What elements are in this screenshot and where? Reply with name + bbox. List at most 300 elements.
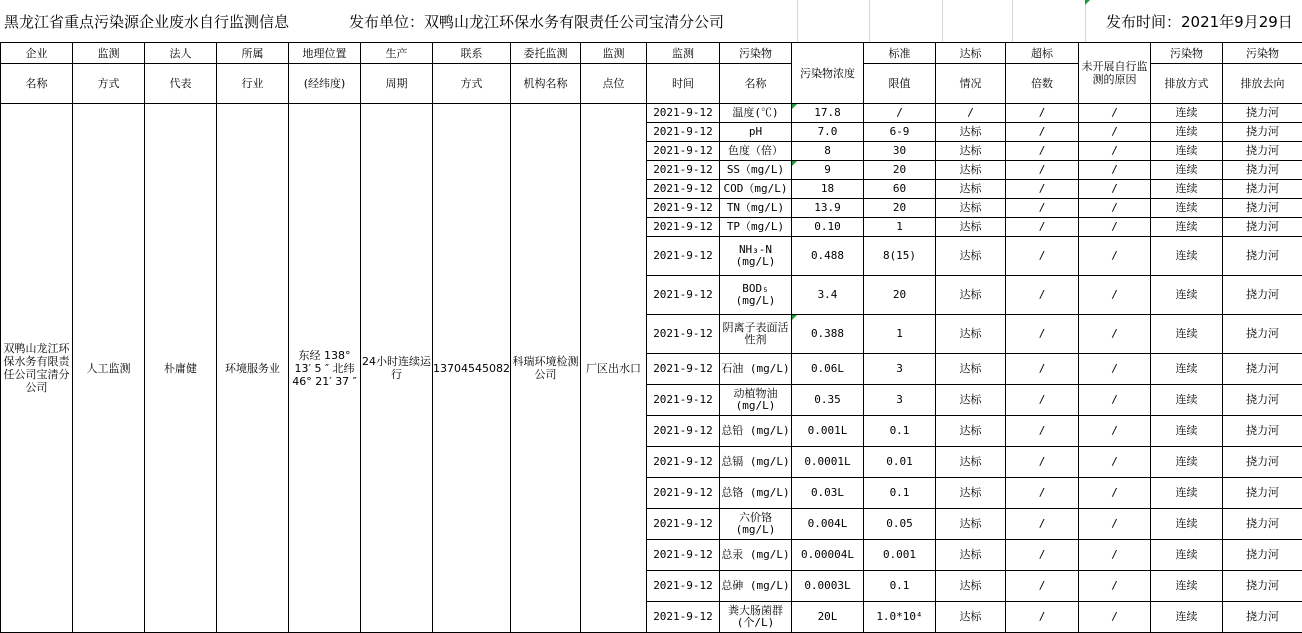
cell-text: 8(15) [882,249,917,262]
column-header-bottom: 方式 [73,64,145,104]
cell-text: 达标 [959,125,982,138]
cell-text: 达标 [959,424,982,437]
industry-cell: 环境服务业 [217,104,289,633]
cell-text: / [1111,486,1118,499]
cell-text: 达标 [959,288,982,301]
monitor-date-cell [647,385,720,416]
monitor-date-cell [647,447,720,478]
cell-text: / [1038,362,1046,375]
pollutant-name-cell [720,237,792,276]
compliance-cell [936,509,1006,540]
compliance-cell [936,478,1006,509]
cell-text: / [1111,424,1118,437]
exceed-multiple-cell [1006,540,1079,571]
cell-text: / [1111,393,1118,406]
cell-text: / [1111,517,1118,530]
monitor-date-cell [647,416,720,447]
column-header-top: 标准 [864,43,936,64]
column-header-top: 监测 [581,43,647,64]
standard-limit-cell [864,123,936,142]
discharge-mode-cell [1151,315,1223,354]
cell-text: 达标 [959,182,982,195]
concentration-cell [792,540,864,571]
discharge-mode-cell [1151,142,1223,161]
compliance-cell [936,142,1006,161]
exceed-multiple-cell [1006,199,1079,218]
legal-rep-cell: 朴庸健 [145,104,217,633]
cell-text: / [1038,610,1046,623]
cell-text: TP（mg/L) [726,220,785,233]
column-header-top: 污染物 [720,43,792,64]
company-name-cell: 双鸭山龙江环保水务有限责任公司宝清分公司 [1,104,73,633]
cell-text: 达标 [959,579,982,592]
standard-limit-cell [864,571,936,602]
cell-gridline [1012,0,1013,42]
cell-text: 2021-9-12 [653,517,713,530]
cell-text: / [1038,288,1046,301]
concentration-cell [792,180,864,199]
pollutant-name-cell [720,315,792,354]
compliance-cell [936,104,1006,123]
cell-text: 3 [896,362,903,375]
compliance-cell [936,276,1006,315]
compliance-cell [936,180,1006,199]
column-header-top: 超标 [1006,43,1079,64]
cell-text: 2021-9-12 [653,610,713,623]
column-header-top: 污染物 [1151,43,1223,64]
compliance-cell [936,447,1006,478]
cell-text: 1.0*10⁴ [876,610,923,623]
cell-text: 6-9 [889,125,910,138]
cell-text: 2021-9-12 [653,455,713,468]
reason-cell [1079,602,1151,633]
discharge-dest-cell [1223,142,1302,161]
reason-cell [1079,447,1151,478]
cell-text: 2021-9-12 [653,486,713,499]
cell-text: 0.1 [889,424,910,437]
concentration-cell [792,354,864,385]
standard-limit-cell [864,354,936,385]
column-header-top: 监测 [73,43,145,64]
cell-text: 达标 [959,201,982,214]
discharge-mode-cell [1151,447,1223,478]
discharge-dest-cell [1223,447,1302,478]
column-header-bottom: 倍数 [1006,64,1079,104]
concentration-cell [792,416,864,447]
concentration-cell [792,385,864,416]
discharge-mode-cell [1151,161,1223,180]
cell-text: 2021-9-12 [653,249,713,262]
discharge-dest-cell [1223,416,1302,447]
monitoring-table [0,42,1302,633]
cell-text: 总砷 (mg/L) [721,579,790,592]
column-header-top: 联系 [433,43,511,64]
cell-text: / [1111,579,1118,592]
discharge-dest-cell [1223,180,1302,199]
cell-text: 挠力河 [1246,455,1279,468]
cell-text: / [1038,486,1046,499]
monitor-date-cell [647,161,720,180]
cell-text: SS（mg/L) [726,163,785,176]
cell-text: 9 [824,163,831,176]
cell-text: 总铅 (mg/L) [721,424,790,437]
cell-text: 0.03L [810,486,845,499]
exceed-multiple-cell [1006,602,1079,633]
cell-text: 1 [896,327,903,340]
standard-limit-cell [864,385,936,416]
discharge-mode-cell [1151,509,1223,540]
discharge-dest-cell [1223,218,1302,237]
cell-text: / [1111,548,1118,561]
cell-text: 连续 [1175,125,1198,138]
exceed-multiple-cell [1006,385,1079,416]
pollutant-name-cell [720,199,792,218]
pollutant-name-cell [720,540,792,571]
column-header-top: 委托监测 [511,43,581,64]
cell-text: 挠力河 [1246,393,1279,406]
cell-text: / [1038,548,1046,561]
concentration-cell [792,276,864,315]
cell-gridline [797,0,798,42]
cell-text: / [1111,249,1118,262]
header-row-top [1,43,1302,64]
pollutant-name-cell [720,509,792,540]
concentration-cell [792,315,864,354]
column-header-bottom: 行业 [217,64,289,104]
cell-text: 0.388 [810,327,845,340]
exceed-multiple-cell [1006,218,1079,237]
monitoring-point-cell: 厂区出水口 [581,104,647,633]
column-header-top: 法人 [145,43,217,64]
cell-text: 连续 [1175,362,1198,375]
comment-marker-icon [792,104,797,109]
cell-gridline [942,0,943,42]
column-header-bottom: 排放方式 [1151,64,1223,104]
pollutant-name-cell [720,161,792,180]
cell-text: 2021-9-12 [653,548,713,561]
discharge-mode-cell [1151,602,1223,633]
exceed-multiple-cell [1006,447,1079,478]
pollutant-name-cell [720,123,792,142]
column-header-top: 地理位置 [289,43,361,64]
concentration-cell [792,478,864,509]
cell-text: 挠力河 [1246,579,1279,592]
cell-text: 连续 [1175,163,1198,176]
publish-time-label: 发布时间：2021年9月29日 [1106,13,1293,31]
monitor-date-cell [647,276,720,315]
reason-cell [1079,237,1151,276]
column-header: 污染物浓度 [792,43,864,104]
cell-text: 0.01 [886,455,913,468]
cell-text: 2021-9-12 [653,201,713,214]
reason-cell [1079,161,1151,180]
cell-text: TN（mg/L) [726,201,785,214]
cell-text: 石油 (mg/L) [721,362,790,375]
monitor-date-cell [647,218,720,237]
monitor-date-cell [647,104,720,123]
reason-cell [1079,354,1151,385]
table-row [1,104,1302,123]
cell-text: / [1038,579,1046,592]
cell-text: / [896,106,903,119]
discharge-dest-cell [1223,237,1302,276]
cell-gridline [1085,0,1086,42]
standard-limit-cell [864,104,936,123]
discharge-dest-cell [1223,276,1302,315]
cell-text: / [1111,163,1118,176]
discharge-mode-cell [1151,199,1223,218]
cell-text: NH₃-N (mg/L) [735,243,776,268]
cell-text: / [1111,455,1118,468]
monitor-date-cell [647,142,720,161]
column-header-bottom: 机构名称 [511,64,581,104]
concentration-cell [792,237,864,276]
compliance-cell [936,540,1006,571]
cell-text: / [1111,220,1118,233]
column-header-top: 污染物 [1223,43,1302,64]
discharge-mode-cell [1151,354,1223,385]
exceed-multiple-cell [1006,509,1079,540]
cell-text: / [1111,125,1118,138]
compliance-cell [936,416,1006,447]
cell-text: 连续 [1175,579,1198,592]
exceed-multiple-cell [1006,478,1079,509]
monitor-date-cell [647,509,720,540]
cell-text: 挠力河 [1246,424,1279,437]
cell-text: 0.06L [810,362,845,375]
discharge-dest-cell [1223,199,1302,218]
pollutant-name-cell [720,385,792,416]
monitor-date-cell [647,540,720,571]
monitor-date-cell [647,180,720,199]
cell-text: / [1111,610,1118,623]
cycle-cell: 24小时连续运行 [361,104,433,633]
cell-text: 挠力河 [1246,106,1279,119]
pollutant-name-cell [720,447,792,478]
cell-text: 连续 [1175,327,1198,340]
cell-text: 连续 [1175,249,1198,262]
cell-text: / [1038,327,1046,340]
cell-text: / [1111,106,1118,119]
cell-text: 17.8 [814,106,841,119]
cell-text: 20 [892,163,907,176]
pollutant-name-cell [720,104,792,123]
standard-limit-cell [864,180,936,199]
monitor-date-cell [647,237,720,276]
cell-text: 达标 [959,517,982,530]
cell-text: 2021-9-12 [653,288,713,301]
column-header-bottom: 时间 [647,64,720,104]
cell-text: 阴离子表面活性剂 [722,321,789,346]
column-header-top: 达标 [936,43,1006,64]
cell-text: 达标 [959,393,982,406]
reason-cell [1079,509,1151,540]
reason-cell [1079,385,1151,416]
discharge-mode-cell [1151,571,1223,602]
cell-text: 2021-9-12 [653,393,713,406]
reason-cell [1079,315,1151,354]
cell-text: / [967,106,974,119]
exceed-multiple-cell [1006,161,1079,180]
standard-limit-cell [864,276,936,315]
cell-text: 60 [892,182,907,195]
exceed-multiple-cell [1006,237,1079,276]
cell-text: 0.0001L [804,455,851,468]
cell-text: 达标 [959,455,982,468]
cell-text: 挠力河 [1246,182,1279,195]
cell-text: 连续 [1175,548,1198,561]
cell-text: 连续 [1175,610,1198,623]
compliance-cell [936,199,1006,218]
cell-text: 连续 [1175,144,1198,157]
cell-text: 3.4 [817,288,838,301]
cell-text: / [1111,201,1118,214]
cell-text: 挠力河 [1246,288,1279,301]
cell-text: / [1038,201,1046,214]
reason-cell [1079,540,1151,571]
reason-cell [1079,416,1151,447]
title-bar [0,0,1302,42]
cell-text: 0.00004L [801,548,854,561]
column-header-bottom: 名称 [1,64,73,104]
reason-cell [1079,276,1151,315]
concentration-cell [792,161,864,180]
cell-text: 挠力河 [1246,610,1279,623]
monitor-date-cell [647,478,720,509]
cell-text: 六价铬 (mg/L) [735,511,776,536]
cell-text: 0.1 [889,486,910,499]
exceed-multiple-cell [1006,276,1079,315]
pollutant-name-cell [720,354,792,385]
column-header-bottom: 代表 [145,64,217,104]
cell-gridline [869,0,870,42]
reason-cell [1079,123,1151,142]
cell-text: 0.488 [810,249,845,262]
cell-text: 总铬 (mg/L) [721,486,790,499]
cell-text: 2021-9-12 [653,424,713,437]
discharge-dest-cell [1223,385,1302,416]
compliance-cell [936,354,1006,385]
reason-cell [1079,218,1151,237]
reason-cell [1079,571,1151,602]
cell-text: 连续 [1175,424,1198,437]
cell-text: 达标 [959,220,982,233]
cell-text: 3 [896,393,903,406]
cell-text: 0.05 [886,517,913,530]
cell-text: 达标 [959,163,982,176]
cell-text: 2021-9-12 [653,125,713,138]
cell-text: 连续 [1175,517,1198,530]
cell-text: 连续 [1175,486,1198,499]
standard-limit-cell [864,602,936,633]
cell-text: 0.004L [807,517,848,530]
concentration-cell [792,571,864,602]
discharge-mode-cell [1151,123,1223,142]
cell-text: 0.10 [814,220,841,233]
discharge-dest-cell [1223,161,1302,180]
discharge-dest-cell [1223,509,1302,540]
monitor-date-cell [647,354,720,385]
pollutant-name-cell [720,478,792,509]
cell-text: 达标 [959,144,982,157]
cell-text: 挠力河 [1246,201,1279,214]
pollutant-name-cell [720,276,792,315]
cell-text: 挠力河 [1246,125,1279,138]
concentration-cell [792,142,864,161]
page-title: 黑龙江省重点污染源企业废水自行监测信息 [4,13,290,31]
standard-limit-cell [864,416,936,447]
cell-text: / [1038,163,1046,176]
cell-text: 连续 [1175,182,1198,195]
compliance-cell [936,315,1006,354]
cell-text: / [1111,362,1118,375]
reason-cell [1079,104,1151,123]
column-header-bottom: 周期 [361,64,433,104]
cell-text: 连续 [1175,106,1198,119]
cell-text: 20L [817,610,838,623]
cell-text: 13.9 [814,201,841,214]
compliance-cell [936,237,1006,276]
exceed-multiple-cell [1006,315,1079,354]
cell-text: 挠力河 [1246,144,1279,157]
exceed-multiple-cell [1006,123,1079,142]
discharge-dest-cell [1223,354,1302,385]
cell-text: 0.001L [807,424,848,437]
publisher-label: 发布单位：双鸭山龙江环保水务有限责任公司宝清分公司 [349,13,725,31]
monitoring-method-cell: 人工监测 [73,104,145,633]
standard-limit-cell [864,447,936,478]
exceed-multiple-cell [1006,416,1079,447]
discharge-mode-cell [1151,237,1223,276]
concentration-cell [792,104,864,123]
standard-limit-cell [864,161,936,180]
compliance-cell [936,123,1006,142]
cell-text: / [1038,393,1046,406]
pollutant-name-cell [720,602,792,633]
cell-text: 1 [896,220,903,233]
cell-text: 18 [820,182,835,195]
reason-cell [1079,199,1151,218]
monitor-date-cell [647,571,720,602]
cell-text: 2021-9-12 [653,327,713,340]
cell-text: 总汞 (mg/L) [721,548,790,561]
compliance-cell [936,385,1006,416]
cell-text: / [1038,517,1046,530]
standard-limit-cell [864,237,936,276]
comment-marker-icon [1085,0,1090,5]
cell-text: 连续 [1175,288,1198,301]
column-header-bottom: 点位 [581,64,647,104]
cell-text: pH [748,125,763,138]
pollutant-name-cell [720,218,792,237]
standard-limit-cell [864,199,936,218]
cell-text: 0.35 [814,393,841,406]
reason-cell [1079,478,1151,509]
concentration-cell [792,123,864,142]
cell-text: / [1038,144,1046,157]
cell-text: 0.001 [882,548,917,561]
column-header-bottom: 排放去向 [1223,64,1302,104]
exceed-multiple-cell [1006,142,1079,161]
cell-text: 挠力河 [1246,548,1279,561]
cell-text: 2021-9-12 [653,362,713,375]
standard-limit-cell [864,509,936,540]
cell-text: COD（mg/L) [723,182,788,195]
standard-limit-cell [864,218,936,237]
cell-text: 2021-9-12 [653,144,713,157]
standard-limit-cell [864,478,936,509]
cell-text: 挠力河 [1246,327,1279,340]
